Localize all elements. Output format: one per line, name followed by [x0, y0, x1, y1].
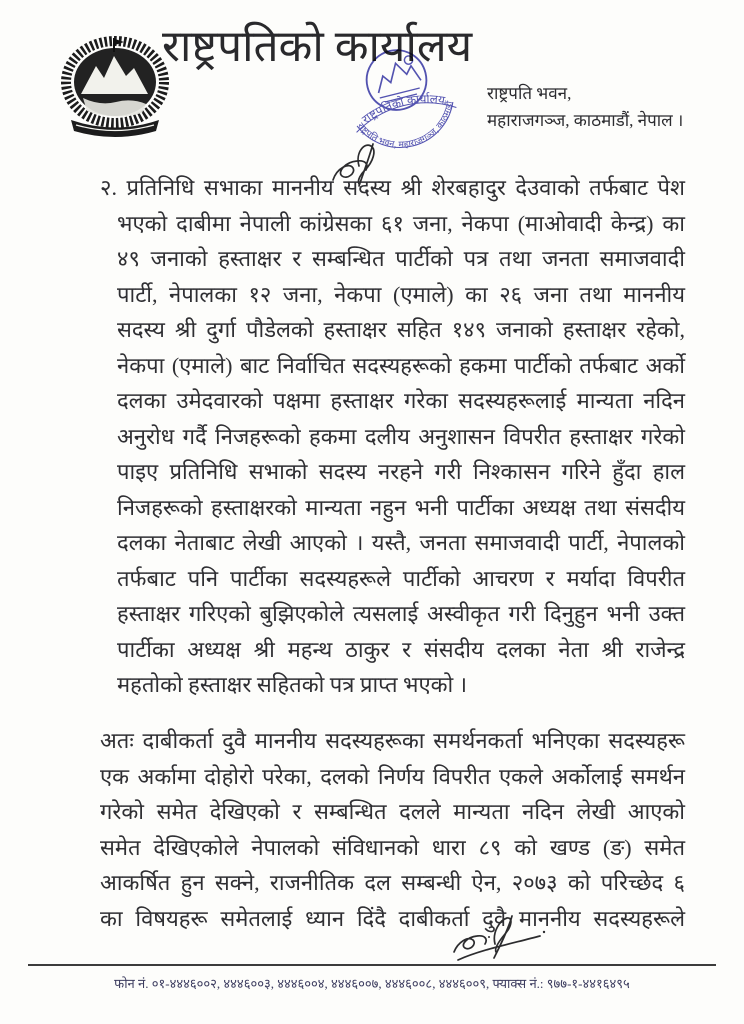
- para1-line: हस्ताक्षर गरिएको बुझिएकोले त्यसलाई अस्वीकृत गरी दिनुहुन भनी उक्त: [117, 601, 685, 626]
- para2-line: समेत देखिएकोले नेपालको संविधानको धारा ८९ को खण्ड (ङ) समेत: [100, 834, 685, 860]
- address-line-2: महाराजगञ्ज, काठमाडौं, नेपाल ।: [487, 111, 684, 130]
- para1-line: तर्फबाट पनि पार्टीका सदस्यहरूले पार्टीको आचरण र मर्यादा विपरीत: [117, 565, 685, 591]
- para1-line: अनुरोध गर्दै निजहरूको हकमा दलीय अनुशासन विपरीत हस्ताक्षर गरेको: [117, 423, 685, 449]
- para1-line: दलका उमेदवारको पक्षमा हस्ताक्षर गरेका सदस्यहरूलाई मान्यता नदिन: [117, 388, 685, 413]
- initial-signature-bottom: [448, 910, 556, 970]
- footer-contact-info: फोन नं. ०१-४४४६००२, ४४४६००३, ४४४६००४, ४४४६००७, ४४४६००८, ४४४६००९, फ्याक्स नं.: ९७७-१-४४१६४९५: [114, 976, 630, 991]
- para1-line: निजहरूको हस्ताक्षरको मान्यता नहुन भनी पार्टीका अध्यक्ष तथा संसदीय: [117, 494, 685, 520]
- para1-line: भएको दाबीमा नेपाली कांग्रेसका ६१ जना, नेकपा (माओवादी केन्द्र) का: [117, 210, 685, 236]
- para1-line: पार्टी, नेपालका १२ जना, नेकपा (एमाले) का २६ जना तथा माननीय: [117, 281, 685, 307]
- office-title: राष्ट्रपतिको कार्यालय: [162, 22, 473, 71]
- para1-line: दलका नेताबाट लेखी आएको । यस्तै, जनता समाजवादी पार्टी, नेपालको: [117, 530, 685, 555]
- para1-line: महतोको हस्ताक्षर सहितको पत्र प्राप्त भएको ।: [117, 672, 468, 697]
- para1-line: २. प्रतिनिधि सभाका माननीय सदस्य श्री शेरबहादुर देउवाको तर्फबाट पेश: [100, 175, 685, 200]
- stamp-bottom-text: राष्ट्रपति भवन, महाराजगञ्ज, काठमाडौं: [354, 100, 456, 151]
- para1-line: पार्टीका अध्यक्ष श्री महन्थ ठाकुर र संसदीय दलका नेता श्री राजेन्द्र: [117, 636, 685, 662]
- para1-line: पाइए प्रतिनिधि सभाको सदस्य नरहने गरी निश्कासन गरिने हुँदा हाल: [117, 459, 685, 484]
- para2-line: गरेको समेत देखिएको र सम्बन्धित दलले मान्यता नदिन लेखी आएको: [100, 799, 685, 824]
- para1-line: ४९ जनाको हस्ताक्षर र सम्बन्धित पार्टीको पत्र तथा जनता समाजवादी: [117, 246, 685, 271]
- body-paragraph-1: [100, 170, 685, 703]
- para2-line: का विषयहरू समेतलाई ध्यान दिंदै दाबीकर्ता दुवै माननीय सदस्यहरूले: [100, 905, 685, 931]
- para2-line: आकर्षित हुन सक्ने, राजनीतिक दल सम्बन्धी ऐन, २०७३ को परिच्छेद ६: [100, 870, 685, 895]
- address-line-1: राष्ट्रपति भवन,: [487, 84, 572, 103]
- svg-text:राष्ट्रपतिको कार्यालय: [357, 84, 450, 128]
- para2-line: एक अर्कामा दोहोरो परेका, दलको निर्णय विपरीत एकले अर्कोलाई समर्थन: [100, 763, 685, 789]
- para1-line: नेकपा (एमाले) बाट निर्वाचित सदस्यहरूको हकमा पार्टीको तर्फबाट अर्को: [117, 352, 685, 378]
- para1-line: सदस्य श्री दुर्गा पौडेलको हस्ताक्षर सहित १४९ जनाको हस्ताक्षर रहेको,: [117, 317, 685, 342]
- footer-divider: [28, 964, 716, 966]
- para2-line: अतः दाबीकर्ता दुवै माननीय सदस्यहरूका समर्थनकर्ता भनिएका सदस्यहरू: [100, 728, 685, 753]
- body-paragraph-2: [100, 723, 685, 936]
- nepal-coat-of-arms-icon: [55, 30, 175, 142]
- letterhead-address: [487, 80, 717, 134]
- stamp-middle-text: राष्ट्रपतिको कार्यालय: [359, 91, 446, 127]
